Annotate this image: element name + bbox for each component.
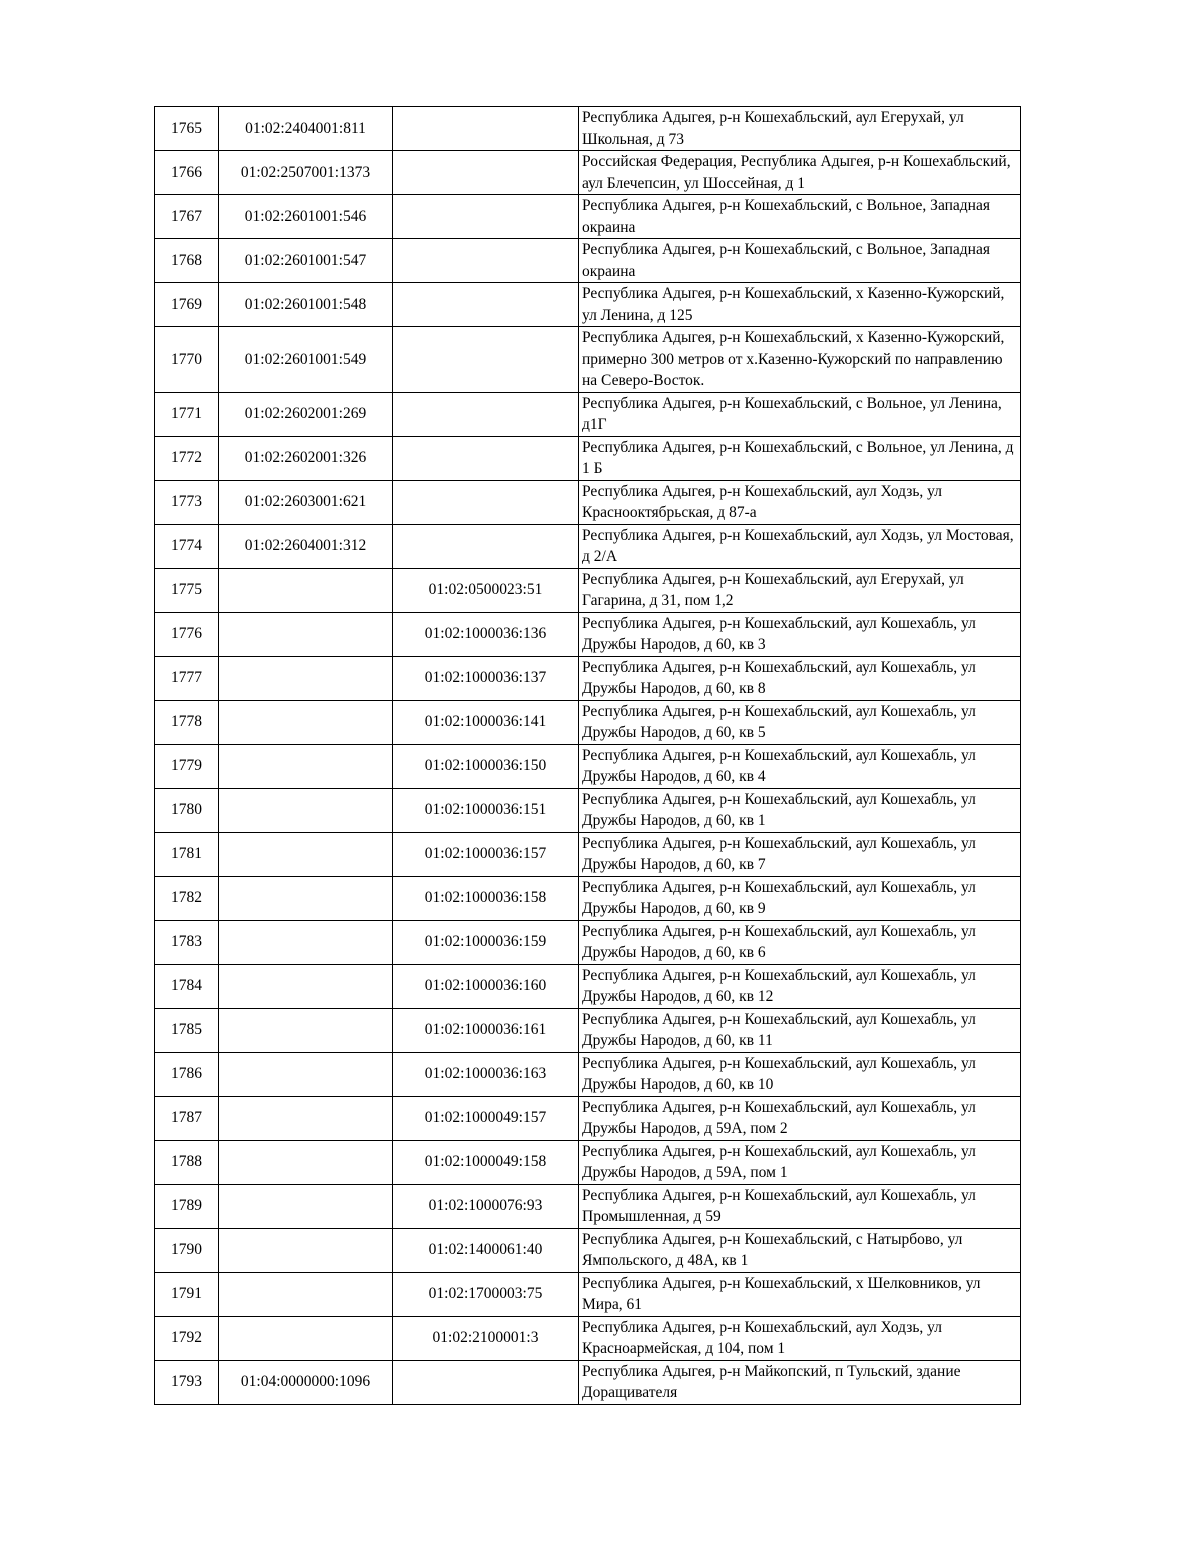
room-cadastral-number-cell: [393, 480, 579, 524]
row-number-cell: 1789: [155, 1184, 219, 1228]
cadastral-number-cell: 01:02:2404001:811: [219, 107, 393, 151]
room-cadastral-number-cell: 01:02:1000036:141: [393, 700, 579, 744]
cadastral-number-cell: 01:02:2601001:546: [219, 195, 393, 239]
table-row: [155, 568, 1021, 612]
cadastral-number-cell: [219, 1228, 393, 1272]
row-number-cell: 1786: [155, 1052, 219, 1096]
table-row: [155, 1140, 1021, 1184]
room-cadastral-number-cell: 01:02:1000036:158: [393, 876, 579, 920]
room-cadastral-number-cell: 01:02:1000076:93: [393, 1184, 579, 1228]
cadastral-number-cell: 01:02:2507001:1373: [219, 151, 393, 195]
room-cadastral-number-cell: 01:02:1700003:75: [393, 1272, 579, 1316]
table-row: [155, 436, 1021, 480]
address-cell: Республика Адыгея, р-н Кошехабльский, аул Кошехабль, ул Дружбы Народов, д 60, кв 4: [579, 744, 1021, 788]
cadastral-number-cell: [219, 1096, 393, 1140]
room-cadastral-number-cell: [393, 1360, 579, 1404]
row-number-cell: 1777: [155, 656, 219, 700]
cadastral-number-cell: 01:02:2602001:326: [219, 436, 393, 480]
row-number-cell: 1788: [155, 1140, 219, 1184]
room-cadastral-number-cell: 01:02:0500023:51: [393, 568, 579, 612]
cadastral-number-cell: 01:02:2601001:547: [219, 239, 393, 283]
room-cadastral-number-cell: 01:02:1000036:159: [393, 920, 579, 964]
table-row: [155, 656, 1021, 700]
room-cadastral-number-cell: [393, 151, 579, 195]
room-cadastral-number-cell: 01:02:1000036:157: [393, 832, 579, 876]
cadastral-number-cell: [219, 1140, 393, 1184]
cadastral-number-cell: [219, 1052, 393, 1096]
room-cadastral-number-cell: 01:02:2100001:3: [393, 1316, 579, 1360]
row-number-cell: 1779: [155, 744, 219, 788]
cadastral-number-cell: 01:02:2604001:312: [219, 524, 393, 568]
address-cell: Республика Адыгея, р-н Кошехабльский, с Вольное, ул Ленина, д 1 Б: [579, 436, 1021, 480]
table-row: [155, 195, 1021, 239]
address-cell: Республика Адыгея, р-н Кошехабльский, аул Егерухай, ул Школьная, д 73: [579, 107, 1021, 151]
address-cell: Республика Адыгея, р-н Кошехабльский, с Вольное, ул Ленина, д1Г: [579, 392, 1021, 436]
cadastral-number-cell: 01:04:0000000:1096: [219, 1360, 393, 1404]
table-row: [155, 327, 1021, 393]
row-number-cell: 1784: [155, 964, 219, 1008]
address-cell: Республика Адыгея, р-н Кошехабльский, аул Кошехабль, ул Дружбы Народов, д 60, кв 1: [579, 788, 1021, 832]
room-cadastral-number-cell: 01:02:1000036:163: [393, 1052, 579, 1096]
table-row: [155, 612, 1021, 656]
room-cadastral-number-cell: 01:02:1000036:150: [393, 744, 579, 788]
cadastral-number-cell: [219, 744, 393, 788]
row-number-cell: 1770: [155, 327, 219, 393]
room-cadastral-number-cell: 01:02:1000036:151: [393, 788, 579, 832]
row-number-cell: 1792: [155, 1316, 219, 1360]
table-row: [155, 239, 1021, 283]
room-cadastral-number-cell: 01:02:1000036:137: [393, 656, 579, 700]
address-cell: Республика Адыгея, р-н Кошехабльский, аул Кошехабль, ул Дружбы Народов, д 60, кв 12: [579, 964, 1021, 1008]
row-number-cell: 1776: [155, 612, 219, 656]
address-cell: Республика Адыгея, р-н Кошехабльский, аул Кошехабль, ул Дружбы Народов, д 60, кв 5: [579, 700, 1021, 744]
table-row: [155, 1052, 1021, 1096]
table-row: [155, 107, 1021, 151]
property-table-body: [155, 107, 1021, 1405]
cadastral-number-cell: [219, 1316, 393, 1360]
property-table: [154, 106, 1021, 1405]
room-cadastral-number-cell: [393, 327, 579, 393]
address-cell: Российская Федерация, Республика Адыгея, р-н Кошехабльский, аул Блечепсин, ул Шоссейная, д 1: [579, 151, 1021, 195]
address-cell: Республика Адыгея, р-н Кошехабльский, аул Ходзь, ул Красноармейская, д 104, пом 1: [579, 1316, 1021, 1360]
table-row: [155, 392, 1021, 436]
address-cell: Республика Адыгея, р-н Кошехабльский, х Шелковников, ул Мира, 61: [579, 1272, 1021, 1316]
cadastral-number-cell: 01:02:2602001:269: [219, 392, 393, 436]
table-row: [155, 788, 1021, 832]
room-cadastral-number-cell: 01:02:1000049:157: [393, 1096, 579, 1140]
address-cell: Республика Адыгея, р-н Кошехабльский, аул Кошехабль, ул Дружбы Народов, д 59А, пом 2: [579, 1096, 1021, 1140]
cadastral-number-cell: [219, 656, 393, 700]
row-number-cell: 1780: [155, 788, 219, 832]
cadastral-number-cell: [219, 832, 393, 876]
cadastral-number-cell: [219, 1184, 393, 1228]
row-number-cell: 1790: [155, 1228, 219, 1272]
row-number-cell: 1781: [155, 832, 219, 876]
room-cadastral-number-cell: 01:02:1000049:158: [393, 1140, 579, 1184]
room-cadastral-number-cell: [393, 436, 579, 480]
row-number-cell: 1787: [155, 1096, 219, 1140]
cadastral-number-cell: 01:02:2603001:621: [219, 480, 393, 524]
row-number-cell: 1765: [155, 107, 219, 151]
cadastral-number-cell: [219, 920, 393, 964]
address-cell: Республика Адыгея, р-н Кошехабльский, с Натырбово, ул Ямпольского, д 48А, кв 1: [579, 1228, 1021, 1272]
table-row: [155, 876, 1021, 920]
row-number-cell: 1772: [155, 436, 219, 480]
cadastral-number-cell: [219, 1008, 393, 1052]
room-cadastral-number-cell: [393, 195, 579, 239]
address-cell: Республика Адыгея, р-н Кошехабльский, аул Кошехабль, ул Дружбы Народов, д 60, кв 8: [579, 656, 1021, 700]
cadastral-number-cell: [219, 1272, 393, 1316]
table-row: [155, 1228, 1021, 1272]
table-row: [155, 480, 1021, 524]
row-number-cell: 1766: [155, 151, 219, 195]
row-number-cell: 1778: [155, 700, 219, 744]
table-row: [155, 151, 1021, 195]
address-cell: Республика Адыгея, р-н Кошехабльский, аул Кошехабль, ул Дружбы Народов, д 60, кв 7: [579, 832, 1021, 876]
cadastral-number-cell: [219, 876, 393, 920]
room-cadastral-number-cell: 01:02:1000036:161: [393, 1008, 579, 1052]
room-cadastral-number-cell: [393, 524, 579, 568]
room-cadastral-number-cell: 01:02:1400061:40: [393, 1228, 579, 1272]
cadastral-number-cell: [219, 568, 393, 612]
cadastral-number-cell: [219, 964, 393, 1008]
address-cell: Республика Адыгея, р-н Кошехабльский, аул Кошехабль, ул Дружбы Народов, д 60, кв 10: [579, 1052, 1021, 1096]
address-cell: Республика Адыгея, р-н Кошехабльский, аул Кошехабль, ул Дружбы Народов, д 60, кв 6: [579, 920, 1021, 964]
address-cell: Республика Адыгея, р-н Кошехабльский, аул Кошехабль, ул Дружбы Народов, д 60, кв 9: [579, 876, 1021, 920]
row-number-cell: 1791: [155, 1272, 219, 1316]
row-number-cell: 1782: [155, 876, 219, 920]
table-row: [155, 700, 1021, 744]
cadastral-number-cell: [219, 612, 393, 656]
table-row: [155, 744, 1021, 788]
row-number-cell: 1771: [155, 392, 219, 436]
cadastral-number-cell: [219, 700, 393, 744]
row-number-cell: 1775: [155, 568, 219, 612]
address-cell: Республика Адыгея, р-н Кошехабльский, аул Кошехабль, ул Промышленная, д 59: [579, 1184, 1021, 1228]
row-number-cell: 1783: [155, 920, 219, 964]
address-cell: Республика Адыгея, р-н Кошехабльский, аул Ходзь, ул Краснооктябрьская, д 87-а: [579, 480, 1021, 524]
table-row: [155, 1360, 1021, 1404]
row-number-cell: 1773: [155, 480, 219, 524]
room-cadastral-number-cell: [393, 283, 579, 327]
table-row: [155, 832, 1021, 876]
row-number-cell: 1768: [155, 239, 219, 283]
table-row: [155, 920, 1021, 964]
address-cell: Республика Адыгея, р-н Кошехабльский, х Казенно-Кужорский, ул Ленина, д 125: [579, 283, 1021, 327]
row-number-cell: 1767: [155, 195, 219, 239]
table-row: [155, 524, 1021, 568]
address-cell: Республика Адыгея, р-н Кошехабльский, с Вольное, Западная окраина: [579, 239, 1021, 283]
address-cell: Республика Адыгея, р-н Кошехабльский, аул Кошехабль, ул Дружбы Народов, д 59А, пом 1: [579, 1140, 1021, 1184]
room-cadastral-number-cell: [393, 107, 579, 151]
table-row: [155, 1096, 1021, 1140]
address-cell: Республика Адыгея, р-н Кошехабльский, аул Кошехабль, ул Дружбы Народов, д 60, кв 11: [579, 1008, 1021, 1052]
table-row: [155, 964, 1021, 1008]
row-number-cell: 1785: [155, 1008, 219, 1052]
table-row: [155, 283, 1021, 327]
address-cell: Республика Адыгея, р-н Кошехабльский, с Вольное, Западная окраина: [579, 195, 1021, 239]
room-cadastral-number-cell: [393, 392, 579, 436]
table-row: [155, 1008, 1021, 1052]
address-cell: Республика Адыгея, р-н Кошехабльский, х Казенно-Кужорский, примерно 300 метров от х.Казенно-Кужорский по направлению на Северо-Восток.: [579, 327, 1021, 393]
room-cadastral-number-cell: [393, 239, 579, 283]
address-cell: Республика Адыгея, р-н Кошехабльский, аул Кошехабль, ул Дружбы Народов, д 60, кв 3: [579, 612, 1021, 656]
table-row: [155, 1272, 1021, 1316]
room-cadastral-number-cell: 01:02:1000036:136: [393, 612, 579, 656]
address-cell: Республика Адыгея, р-н Кошехабльский, аул Ходзь, ул Мостовая, д 2/А: [579, 524, 1021, 568]
cadastral-number-cell: 01:02:2601001:549: [219, 327, 393, 393]
row-number-cell: 1774: [155, 524, 219, 568]
table-row: [155, 1184, 1021, 1228]
cadastral-number-cell: [219, 788, 393, 832]
room-cadastral-number-cell: 01:02:1000036:160: [393, 964, 579, 1008]
address-cell: Республика Адыгея, р-н Кошехабльский, аул Егерухай, ул Гагарина, д 31, пом 1,2: [579, 568, 1021, 612]
cadastral-number-cell: 01:02:2601001:548: [219, 283, 393, 327]
row-number-cell: 1769: [155, 283, 219, 327]
address-cell: Республика Адыгея, р-н Майкопский, п Тульский, здание Доращивателя: [579, 1360, 1021, 1404]
table-row: [155, 1316, 1021, 1360]
row-number-cell: 1793: [155, 1360, 219, 1404]
